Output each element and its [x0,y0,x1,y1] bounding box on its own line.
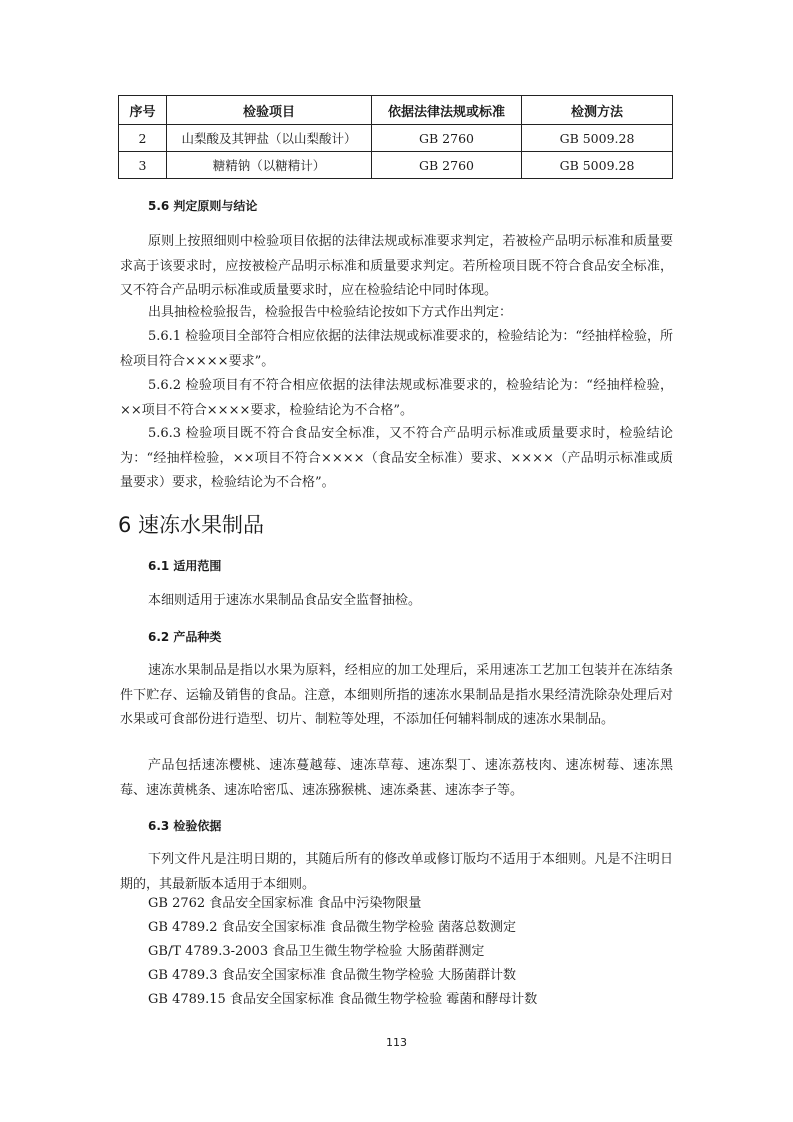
table-cell: 2 [119,125,167,152]
table-header: 检验项目 [167,96,372,125]
table-row [119,152,673,179]
table-cell: GB 2760 [372,152,522,179]
paragraph: 产品包括速冻樱桃、速冻蔓越莓、速冻草莓、速冻梨丁、速冻荔枝肉、速冻树莓、速冻黑莓、速冻黄桃条、速冻哈密瓜、速冻猕猴桃、速冻桑葚、速冻李子等。 [120,758,673,798]
page-number: 113 [386,1036,407,1049]
chapter-title: 6 速冻水果制品 [118,513,265,537]
paragraph: 本细则适用于速冻水果制品食品安全监督抽检。 [148,593,422,608]
table-cell: 山梨酸及其钾盐（以山梨酸计） [167,125,372,152]
reference-item: GB 4789.3 食品安全国家标准 食品微生物学检验 大肠菌群计数 [148,968,516,983]
table-header: 检测方法 [522,96,673,125]
reference-item: GB 2762 食品安全国家标准 食品中污染物限量 [148,896,422,911]
section-heading-6-1: 6.1 适用范围 [148,559,222,573]
table-header: 序号 [119,96,167,125]
reference-item: GB 4789.15 食品安全国家标准 食品微生物学检验 霉菌和酵母计数 [148,992,538,1007]
paragraph: 5.6.2 检验项目有不符合相应依据的法律法规或标准要求的，检验结论为：“经抽样检验，××项目不符合××××要求，检验结论为不合格”。 [120,378,673,418]
table-header: 依据法律法规或标准 [372,96,522,125]
paragraph: 5.6.3 检验项目既不符合食品安全标准，又不符合产品明示标准或质量要求时，检验结论为：“经抽样检验，××项目不符合××××（食品安全标准）要求、××××（产品明示标准或质量要求）要求，检验结论为不合格”。 [120,426,673,490]
paragraph: 出具抽检检验报告，检验报告中检验结论按如下方式作出判定： [148,305,513,320]
paragraph: 速冻水果制品是指以水果为原料，经相应的加工处理后，采用速冻工艺加工包装并在冻结条件下贮存、运输及销售的食品。注意，本细则所指的速冻水果制品是指水果经清洗除杂处理后对水果或可食部份进行造型、切片、制粒等处理，不添加任何辅料制成的速冻水果制品。 [120,663,673,727]
section-heading-6-2: 6.2 产品种类 [148,630,222,644]
table-header-row [119,96,673,125]
reference-item: GB 4789.2 食品安全国家标准 食品微生物学检验 菌落总数测定 [148,920,516,935]
table-cell: GB 5009.28 [522,152,673,179]
section-heading-5-6: 5.6 判定原则与结论 [148,199,258,213]
table-cell: GB 5009.28 [522,125,673,152]
reference-item: GB/T 4789.3-2003 食品卫生微生物学检验 大肠菌群测定 [148,944,485,959]
section-heading-6-3: 6.3 检验依据 [148,819,222,833]
table-cell: 糖精钠（以糖精计） [167,152,372,179]
paragraph: 原则上按照细则中检验项目依据的法律法规或标准要求判定，若被检产品明示标准和质量要求高于该要求时，应按被检产品明示标准和质量要求判定。若所检项目既不符合食品安全标准，又不符合产品明示标准或质量要求时，应在检验结论中同时体现。 [120,234,673,298]
paragraph: 下列文件凡是注明日期的，其随后所有的修改单或修订版均不适用于本细则。凡是不注明日期的，其最新版本适用于本细则。 [120,852,673,892]
paragraph: 5.6.1 检验项目全部符合相应依据的法律法规或标准要求的，检验结论为：“经抽样检验，所检项目符合××××要求”。 [120,329,673,369]
table-cell: GB 2760 [372,125,522,152]
inspection-table [118,95,673,179]
table-cell: 3 [119,152,167,179]
table-row [119,125,673,152]
